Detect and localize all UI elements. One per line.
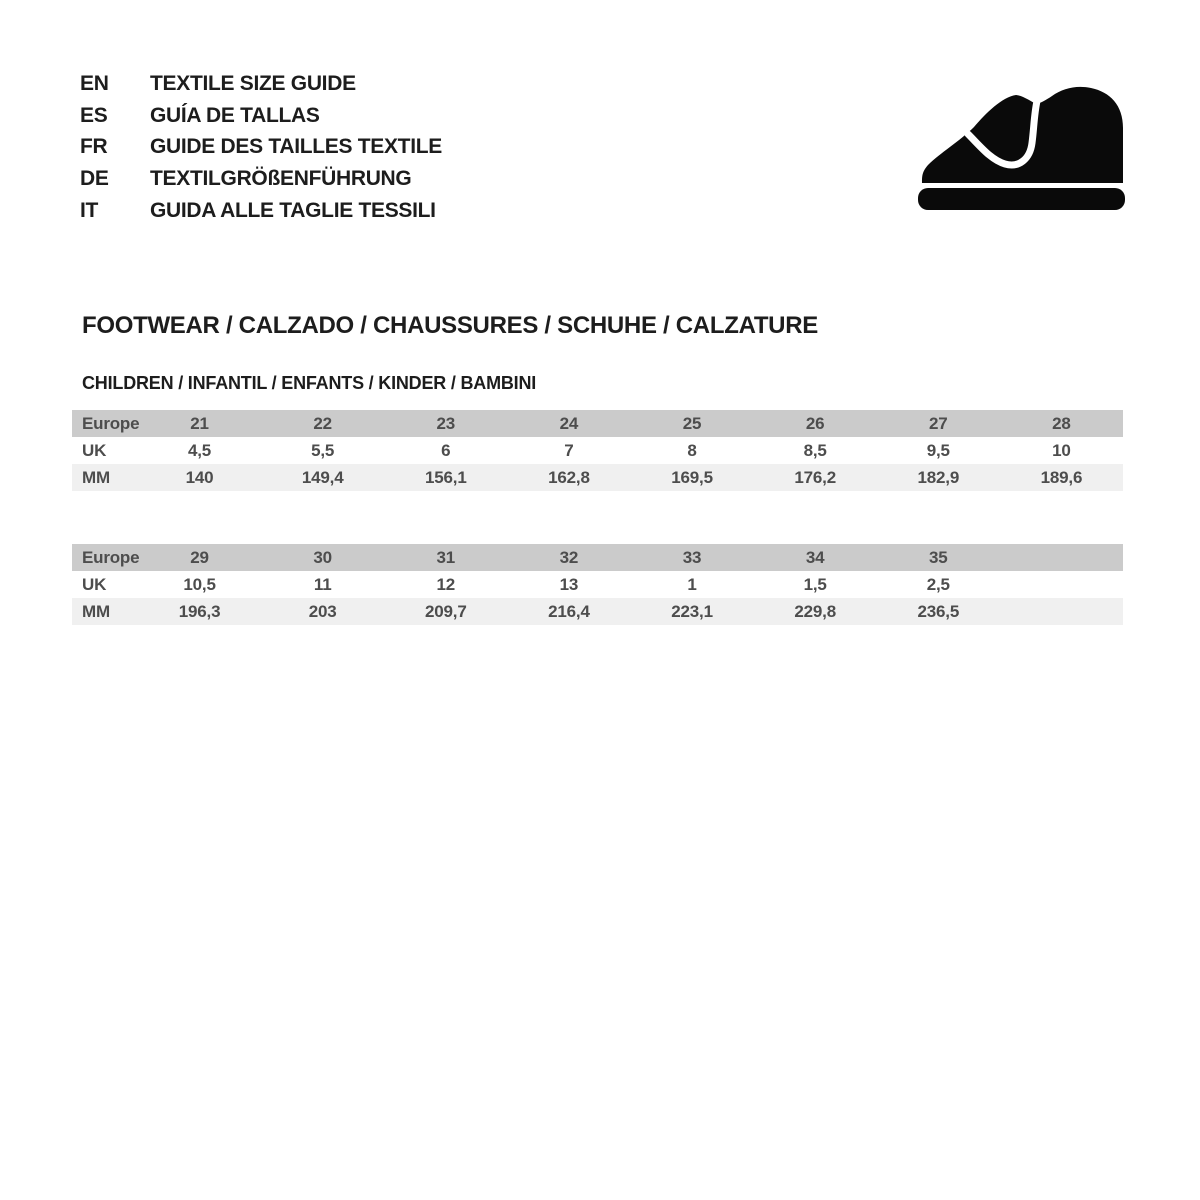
children-subsection-title: CHILDREN / INFANTIL / ENFANTS / KINDER / BAMBINI — [82, 373, 537, 393]
size-cell: 24 — [559, 413, 579, 433]
size-cell: 203 — [308, 601, 337, 621]
lang-title: TEXTILGRÖßENFÜHRUNG — [150, 166, 412, 190]
children-size-table-1 — [72, 410, 1123, 491]
size-cell: 229,8 — [794, 601, 836, 621]
children-size-table-2 — [72, 544, 1123, 625]
size-cell: 176,2 — [794, 467, 836, 487]
size-cell: 22 — [313, 413, 332, 433]
size-cell: 21 — [190, 413, 209, 433]
size-cell: 169,5 — [671, 467, 713, 487]
lang-title: GUIDA ALLE TAGLIE TESSILI — [150, 198, 436, 222]
lang-code: IT — [80, 198, 99, 222]
size-cell: 196,3 — [178, 601, 221, 621]
lang-row-en — [80, 68, 442, 100]
size-cell: 6 — [441, 440, 451, 460]
size-cell: 162,8 — [548, 467, 590, 487]
size-cell: 10,5 — [183, 574, 216, 594]
size-cell: 9,5 — [926, 440, 950, 460]
size-cell: 182,9 — [917, 467, 960, 487]
lang-title: TEXTILE SIZE GUIDE — [150, 71, 356, 95]
size-table-row-europe — [72, 544, 1123, 571]
size-table-row-europe — [72, 410, 1123, 437]
size-cell: 7 — [564, 440, 574, 460]
lang-title: GUÍA DE TALLAS — [150, 103, 320, 127]
size-cell: 33 — [682, 547, 702, 567]
size-cell: 30 — [313, 547, 332, 567]
row-label: MM — [82, 601, 110, 621]
size-cell: 4,5 — [188, 440, 212, 460]
size-cell: 23 — [436, 413, 456, 433]
size-cell: 5,5 — [311, 440, 335, 460]
lang-code: DE — [80, 166, 109, 190]
size-table-row-uk — [72, 437, 1123, 464]
size-cell: 10 — [1052, 440, 1071, 460]
size-cell: 189,6 — [1040, 467, 1083, 487]
row-label: Europe — [82, 413, 140, 433]
children-shoe-icon — [898, 73, 1128, 223]
size-cell: 2,5 — [926, 574, 950, 594]
row-label: Europe — [82, 547, 140, 567]
lang-title: GUIDE DES TAILLES TEXTILE — [150, 135, 442, 159]
lang-row-es — [80, 100, 442, 132]
size-cell: 140 — [185, 467, 214, 487]
size-cell: 34 — [805, 547, 825, 567]
size-cell: 13 — [559, 574, 579, 594]
size-cell: 156,1 — [425, 467, 467, 487]
lang-code: EN — [80, 71, 109, 95]
size-cell: 11 — [313, 574, 332, 594]
row-label: UK — [82, 440, 107, 460]
size-cell: 31 — [436, 547, 456, 567]
row-label: UK — [82, 574, 107, 594]
size-cell: 149,4 — [301, 467, 344, 487]
lang-code: FR — [80, 135, 108, 159]
size-cell: 216,4 — [548, 601, 590, 621]
row-label: MM — [82, 467, 110, 487]
lang-row-fr — [80, 131, 442, 163]
size-cell: 1 — [687, 574, 697, 594]
size-cell: 25 — [682, 413, 702, 433]
size-cell: 8 — [687, 440, 697, 460]
size-table-row-mm — [72, 598, 1123, 625]
lang-row-de — [80, 163, 442, 195]
size-cell: 209,7 — [425, 601, 467, 621]
size-cell: 32 — [559, 547, 579, 567]
language-guide-list — [80, 68, 442, 226]
size-table-row-mm — [72, 464, 1123, 491]
size-cell: 27 — [929, 413, 948, 433]
footwear-section-title: FOOTWEAR / CALZADO / CHAUSSURES / SCHUHE / CALZATURE — [82, 312, 818, 339]
size-cell: 26 — [805, 413, 825, 433]
size-cell: 223,1 — [671, 601, 713, 621]
size-cell: 29 — [190, 547, 209, 567]
size-cell: 8,5 — [803, 440, 827, 460]
size-cell: 35 — [929, 547, 948, 567]
size-cell: 236,5 — [917, 601, 960, 621]
size-table-row-uk — [72, 571, 1123, 598]
lang-row-it — [80, 195, 442, 227]
size-cell: 28 — [1052, 413, 1071, 433]
size-cell: 12 — [436, 574, 456, 594]
lang-code: ES — [80, 103, 108, 127]
size-cell: 1,5 — [803, 574, 827, 594]
